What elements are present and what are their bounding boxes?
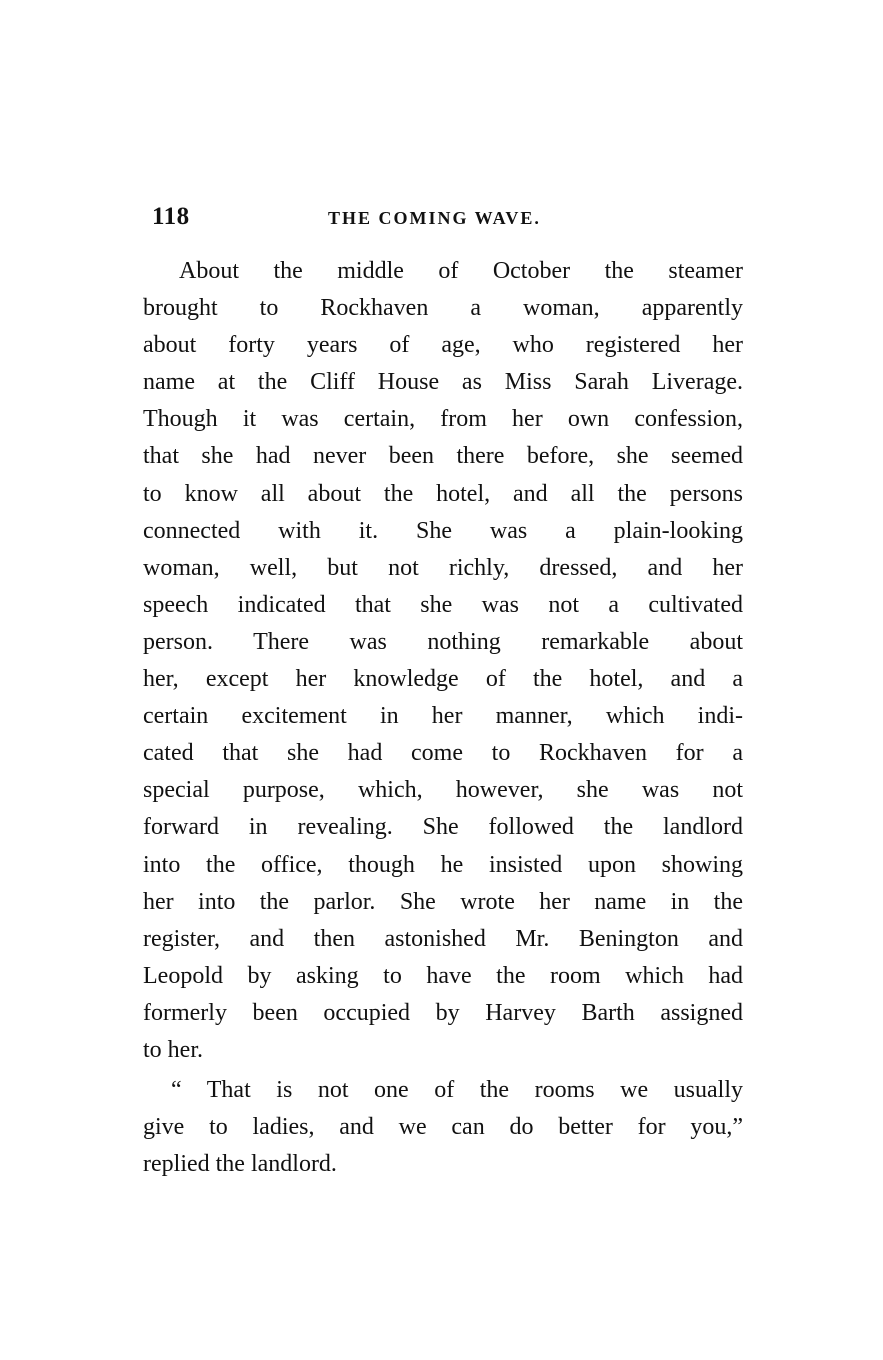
text-line: into the office, though he insisted upon showing <box>143 851 743 878</box>
text-line: cated that she had come to Rockhaven for a <box>143 740 743 767</box>
paragraph <box>143 1072 743 1183</box>
text-line: woman, well, but not richly, dressed, and her <box>143 554 743 581</box>
text-line: person. There was nothing remarkable about <box>143 628 743 655</box>
page-number: 118 <box>152 203 190 230</box>
text-line: register, and then astonished Mr. Benington and <box>143 925 743 952</box>
text-line: to her. <box>143 1036 203 1063</box>
text-line: formerly been occupied by Harvey Barth assigned <box>143 999 743 1026</box>
text-line: brought to Rockhaven a woman, apparently <box>143 295 743 322</box>
text-line: her into the parlor. She wrote her name in the <box>143 888 743 915</box>
text-line: her, except her knowledge of the hotel, and a <box>143 666 743 693</box>
text-line: replied the landlord. <box>143 1151 337 1178</box>
body-text <box>143 253 743 1183</box>
text-line: about forty years of age, who registered her <box>143 332 743 359</box>
running-title: THE COMING WAVE. <box>328 208 541 228</box>
text-line: give to ladies, and we can do better for you,” <box>143 1114 743 1141</box>
text-line: forward in revealing. She followed the landlord <box>143 814 743 841</box>
text-line: that she had never been there before, she seemed <box>143 443 743 470</box>
text-line: speech indicated that she was not a cultivated <box>143 591 743 618</box>
page-header <box>152 203 752 233</box>
text-line: connected with it. She was a plain-looking <box>143 517 743 544</box>
text-line: Though it was certain, from her own confession, <box>143 406 743 433</box>
text-line: name at the Cliff House as Miss Sarah Liverage. <box>143 369 743 396</box>
text-line: About the middle of October the steamer <box>179 258 743 284</box>
text-line: special purpose, which, however, she was not <box>143 777 743 804</box>
paragraph <box>143 253 743 1069</box>
text-line: to know all about the hotel, and all the persons <box>143 480 743 507</box>
text-line: certain excitement in her manner, which indi- <box>143 703 743 730</box>
text-line: “ That is not one of the rooms we usually <box>171 1077 743 1104</box>
text-line: Leopold by asking to have the room which had <box>143 962 743 989</box>
